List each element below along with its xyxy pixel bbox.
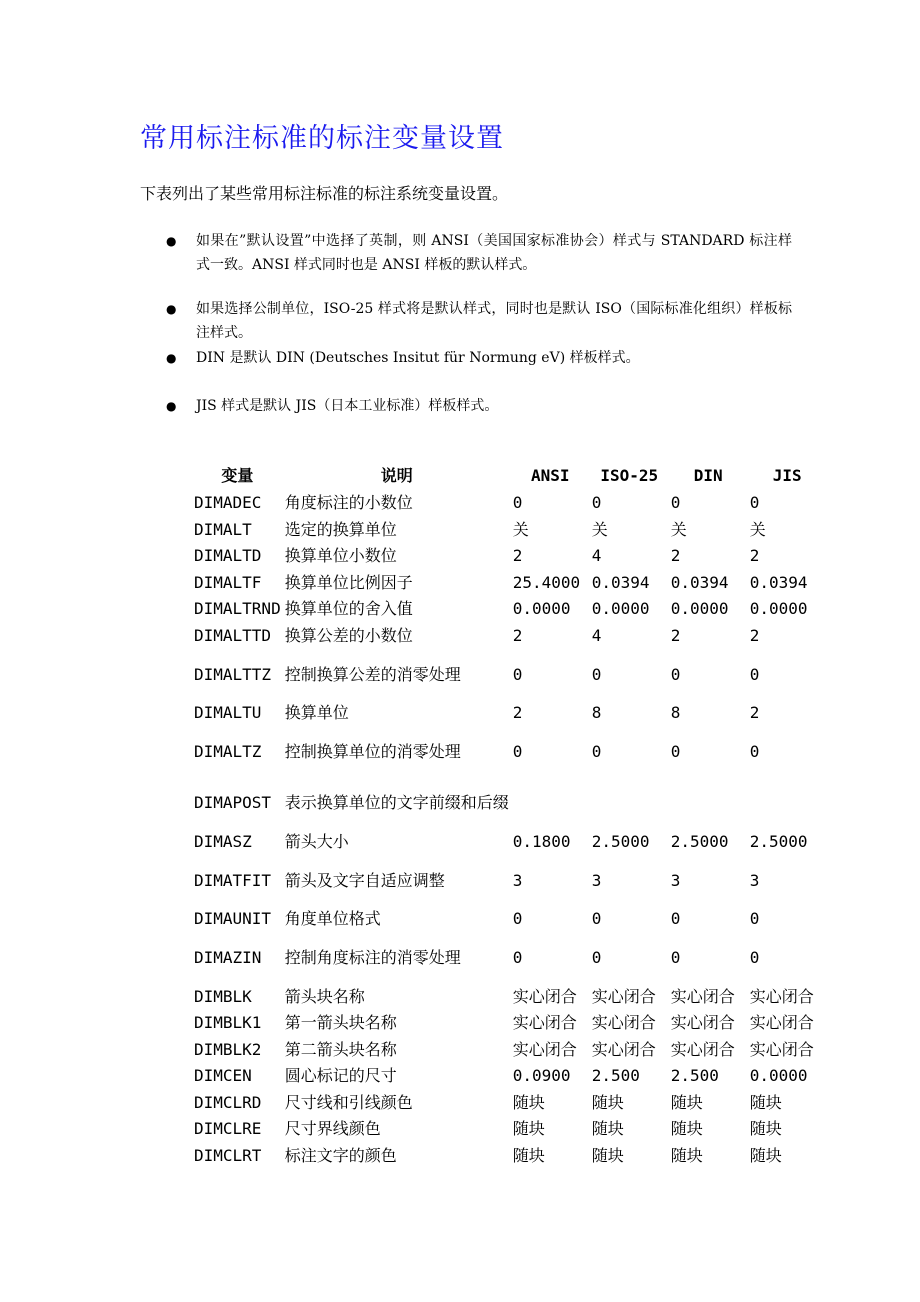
table-row [190, 1090, 825, 1117]
din-value-cell: 随块 [670, 1092, 703, 1112]
iso25-value-cell [588, 778, 667, 829]
iso25-value-cell: 实心闭合 [591, 986, 656, 1006]
description-cell: 标注文字的颜色 [284, 1145, 397, 1165]
iso25-value-cell: 3 [591, 870, 602, 890]
variable-cell: DIMAZIN [194, 948, 262, 967]
din-value-cell: 随块 [670, 1145, 703, 1165]
ansi-value-cell: 2 [512, 625, 523, 645]
din-value-cell: 随块 [670, 1119, 703, 1139]
iso25-value-cell: 关 [591, 519, 608, 539]
table-row [190, 649, 825, 700]
table-row [190, 984, 825, 1011]
table-row [190, 490, 825, 517]
description-cell: 角度标注的小数位 [284, 493, 413, 513]
header-ansi: ANSI [530, 466, 570, 485]
iso25-value-cell: 0 [591, 493, 602, 513]
iso25-value-cell: 2.500 [591, 1066, 640, 1086]
description-cell: 换算公差的小数位 [284, 625, 413, 645]
iso25-value-cell: 0 [591, 742, 602, 761]
din-value-cell: 2.500 [670, 1066, 719, 1086]
ansi-value-cell: 0 [512, 664, 523, 684]
table-row [190, 570, 825, 597]
variable-cell: DIMALTD [194, 546, 262, 566]
jis-value-cell: 关 [749, 519, 766, 539]
iso25-value-cell: 4 [591, 625, 602, 645]
bullet-text: JIS 样式是默认 JIS（日本工业标准）样板样式。 [196, 398, 499, 414]
ansi-value-cell: 0 [512, 909, 523, 929]
din-value-cell: 2.5000 [670, 831, 729, 851]
iso25-value-cell: 随块 [591, 1145, 624, 1165]
dimension-variables-table [190, 462, 825, 1169]
ansi-value-cell: 实心闭合 [512, 986, 577, 1006]
din-value-cell: 0 [670, 909, 681, 929]
variable-cell: DIMATFIT [194, 870, 272, 890]
variable-cell: DIMALTTD [194, 625, 272, 645]
jis-value-cell: 3 [749, 870, 760, 890]
iso25-value-cell: 0.0394 [591, 572, 650, 592]
iso25-value-cell: 实心闭合 [591, 1039, 656, 1059]
variable-cell: DIMAUNIT [194, 909, 272, 929]
table-row [190, 623, 825, 650]
jis-value-cell: 2.5000 [749, 831, 808, 851]
bullet-dot-icon: ● [166, 302, 177, 316]
description-cell: 第二箭头块名称 [284, 1039, 397, 1059]
table-row [190, 855, 825, 906]
variable-cell: DIMBLK2 [194, 1039, 262, 1059]
description-cell: 尺寸界线颜色 [284, 1119, 381, 1139]
table-row [190, 1037, 825, 1064]
variable-cell: DIMCLRT [194, 1145, 262, 1165]
jis-value-cell: 随块 [749, 1092, 782, 1112]
din-value-cell: 0.0000 [670, 599, 729, 619]
description-cell: 箭头及文字自适应调整 [284, 870, 445, 890]
iso25-value-cell: 4 [591, 546, 602, 566]
jis-value-cell: 2 [749, 546, 760, 566]
table-header-row [190, 462, 825, 490]
iso25-value-cell: 随块 [591, 1119, 624, 1139]
ansi-value-cell: 0.1800 [512, 831, 571, 851]
ansi-value-cell: 随块 [512, 1119, 545, 1139]
variable-cell: DIMCLRD [194, 1092, 262, 1112]
din-value-cell [667, 778, 746, 829]
description-cell: 表示换算单位的文字前缀和后缀 [284, 793, 509, 812]
description-cell: 换算单位小数位 [284, 546, 397, 566]
description-cell: 换算单位比例因子 [284, 572, 413, 592]
din-value-cell: 关 [670, 519, 687, 539]
header-variable: 变量 [221, 466, 254, 485]
description-cell: 控制角度标注的消零处理 [284, 948, 461, 967]
ansi-value-cell: 0.0000 [512, 599, 571, 619]
jis-value-cell: 0.0000 [749, 599, 808, 619]
header-jis: JIS [772, 466, 802, 485]
header-iso25: ISO-25 [600, 466, 659, 485]
bullet-text: 如果在”默认设置”中选择了英制，则 ANSI（美国国家标准协会）样式与 STANDARD 标注样式一致。ANSI 样式同时也是 ANSI 样板的默认样式。 [196, 233, 792, 273]
ansi-value-cell: 关 [512, 519, 529, 539]
iso25-value-cell: 0 [591, 948, 602, 967]
variable-cell: DIMAPOST [194, 793, 272, 812]
din-value-cell: 3 [670, 870, 681, 890]
iso25-value-cell: 8 [591, 703, 602, 723]
din-value-cell: 2 [670, 546, 681, 566]
din-value-cell: 实心闭合 [670, 1039, 735, 1059]
table-row [190, 596, 825, 623]
variable-cell: DIMALT [194, 519, 252, 539]
table-row [190, 727, 825, 778]
description-cell: 换算单位的舍入值 [284, 599, 413, 619]
jis-value-cell: 0.0394 [749, 572, 808, 592]
table-body [190, 490, 825, 1169]
bullet-dot-icon: ● [166, 351, 177, 365]
ansi-value-cell: 实心闭合 [512, 1013, 577, 1033]
din-value-cell: 8 [670, 703, 681, 723]
table-row [190, 906, 825, 933]
bullet-text: 如果选择公制单位，ISO-25 样式将是默认样式，同时也是默认 ISO（国际标准化组织）样板标注样式。 [196, 301, 792, 341]
jis-value-cell: 随块 [749, 1145, 782, 1165]
page-title: 常用标注标准的标注变量设置 [140, 123, 504, 154]
description-cell: 角度单位格式 [284, 909, 381, 929]
jis-value-cell: 0.0000 [749, 1066, 808, 1086]
din-value-cell: 0 [670, 948, 681, 967]
table-row [190, 517, 825, 544]
variable-cell: DIMBLK [194, 986, 252, 1006]
intro-paragraph: 下表列出了某些常用标注标准的标注系统变量设置。 [140, 184, 509, 203]
variable-cell: DIMASZ [194, 831, 252, 851]
table-row [190, 933, 825, 984]
variable-cell: DIMADEC [194, 493, 262, 513]
jis-value-cell: 实心闭合 [749, 986, 814, 1006]
table-row [190, 1063, 825, 1090]
description-cell: 换算单位 [284, 703, 349, 723]
din-value-cell: 0 [670, 493, 681, 513]
ansi-value-cell: 2 [512, 703, 523, 723]
ansi-value-cell: 随块 [512, 1145, 545, 1165]
din-value-cell: 0 [670, 664, 681, 684]
description-cell: 控制换算单位的消零处理 [284, 742, 461, 761]
variable-cell: DIMALTTZ [194, 664, 272, 684]
header-description: 说明 [380, 466, 413, 485]
din-value-cell: 2 [670, 625, 681, 645]
jis-value-cell: 0 [749, 493, 760, 513]
variable-cell: DIMALTZ [194, 742, 262, 761]
ansi-value-cell: 2 [512, 546, 523, 566]
table-row [190, 1143, 825, 1170]
variable-cell: DIMCEN [194, 1066, 252, 1086]
jis-value-cell: 实心闭合 [749, 1039, 814, 1059]
table-row [190, 1116, 825, 1143]
din-value-cell: 实心闭合 [670, 986, 735, 1006]
ansi-value-cell: 25.4000 [512, 572, 581, 592]
jis-value-cell: 0 [749, 948, 760, 967]
ansi-value-cell: 0 [512, 493, 523, 513]
description-cell: 尺寸线和引线颜色 [284, 1092, 413, 1112]
description-cell: 箭头块名称 [284, 986, 365, 1006]
jis-value-cell: 随块 [749, 1119, 782, 1139]
bullet-text: DIN 是默认 DIN (Deutsches Insitut für Normung eV) 样板样式。 [196, 350, 640, 366]
ansi-value-cell [509, 778, 588, 829]
table-row [190, 829, 825, 856]
din-value-cell: 0.0394 [670, 572, 729, 592]
ansi-value-cell: 3 [512, 870, 523, 890]
iso25-value-cell: 2.5000 [591, 831, 650, 851]
iso25-value-cell: 0 [591, 909, 602, 929]
iso25-value-cell: 0.0000 [591, 599, 650, 619]
iso25-value-cell: 0 [591, 664, 602, 684]
jis-value-cell: 实心闭合 [749, 1013, 814, 1033]
description-cell: 控制换算公差的消零处理 [284, 664, 461, 684]
bullet-dot-icon: ● [166, 234, 177, 248]
din-value-cell: 实心闭合 [670, 1013, 735, 1033]
description-cell: 第一箭头块名称 [284, 1013, 397, 1033]
table-row [190, 543, 825, 570]
ansi-value-cell: 0 [512, 742, 523, 761]
din-value-cell: 0 [670, 742, 681, 761]
ansi-value-cell: 0 [512, 948, 523, 967]
variable-cell: DIMBLK1 [194, 1013, 262, 1033]
variable-cell: DIMALTRND [194, 599, 281, 619]
jis-value-cell: 0 [749, 664, 760, 684]
table-row [190, 778, 825, 829]
jis-value-cell: 2 [749, 703, 760, 723]
variable-cell: DIMALTU [194, 703, 262, 723]
jis-value-cell: 2 [749, 625, 760, 645]
description-cell: 圆心标记的尺寸 [284, 1066, 397, 1086]
ansi-value-cell: 随块 [512, 1092, 545, 1112]
description-cell: 选定的换算单位 [284, 519, 397, 539]
variable-cell: DIMALTF [194, 572, 262, 592]
jis-value-cell [746, 778, 825, 829]
ansi-value-cell: 0.0900 [512, 1066, 571, 1086]
jis-value-cell: 0 [749, 909, 760, 929]
jis-value-cell: 0 [749, 742, 760, 761]
iso25-value-cell: 实心闭合 [591, 1013, 656, 1033]
bullet-dot-icon: ● [166, 399, 177, 413]
iso25-value-cell: 随块 [591, 1092, 624, 1112]
header-din: DIN [693, 466, 723, 485]
ansi-value-cell: 实心闭合 [512, 1039, 577, 1059]
variable-cell: DIMCLRE [194, 1119, 262, 1139]
table-row [190, 1010, 825, 1037]
description-cell: 箭头大小 [284, 831, 349, 851]
table-row [190, 700, 825, 727]
